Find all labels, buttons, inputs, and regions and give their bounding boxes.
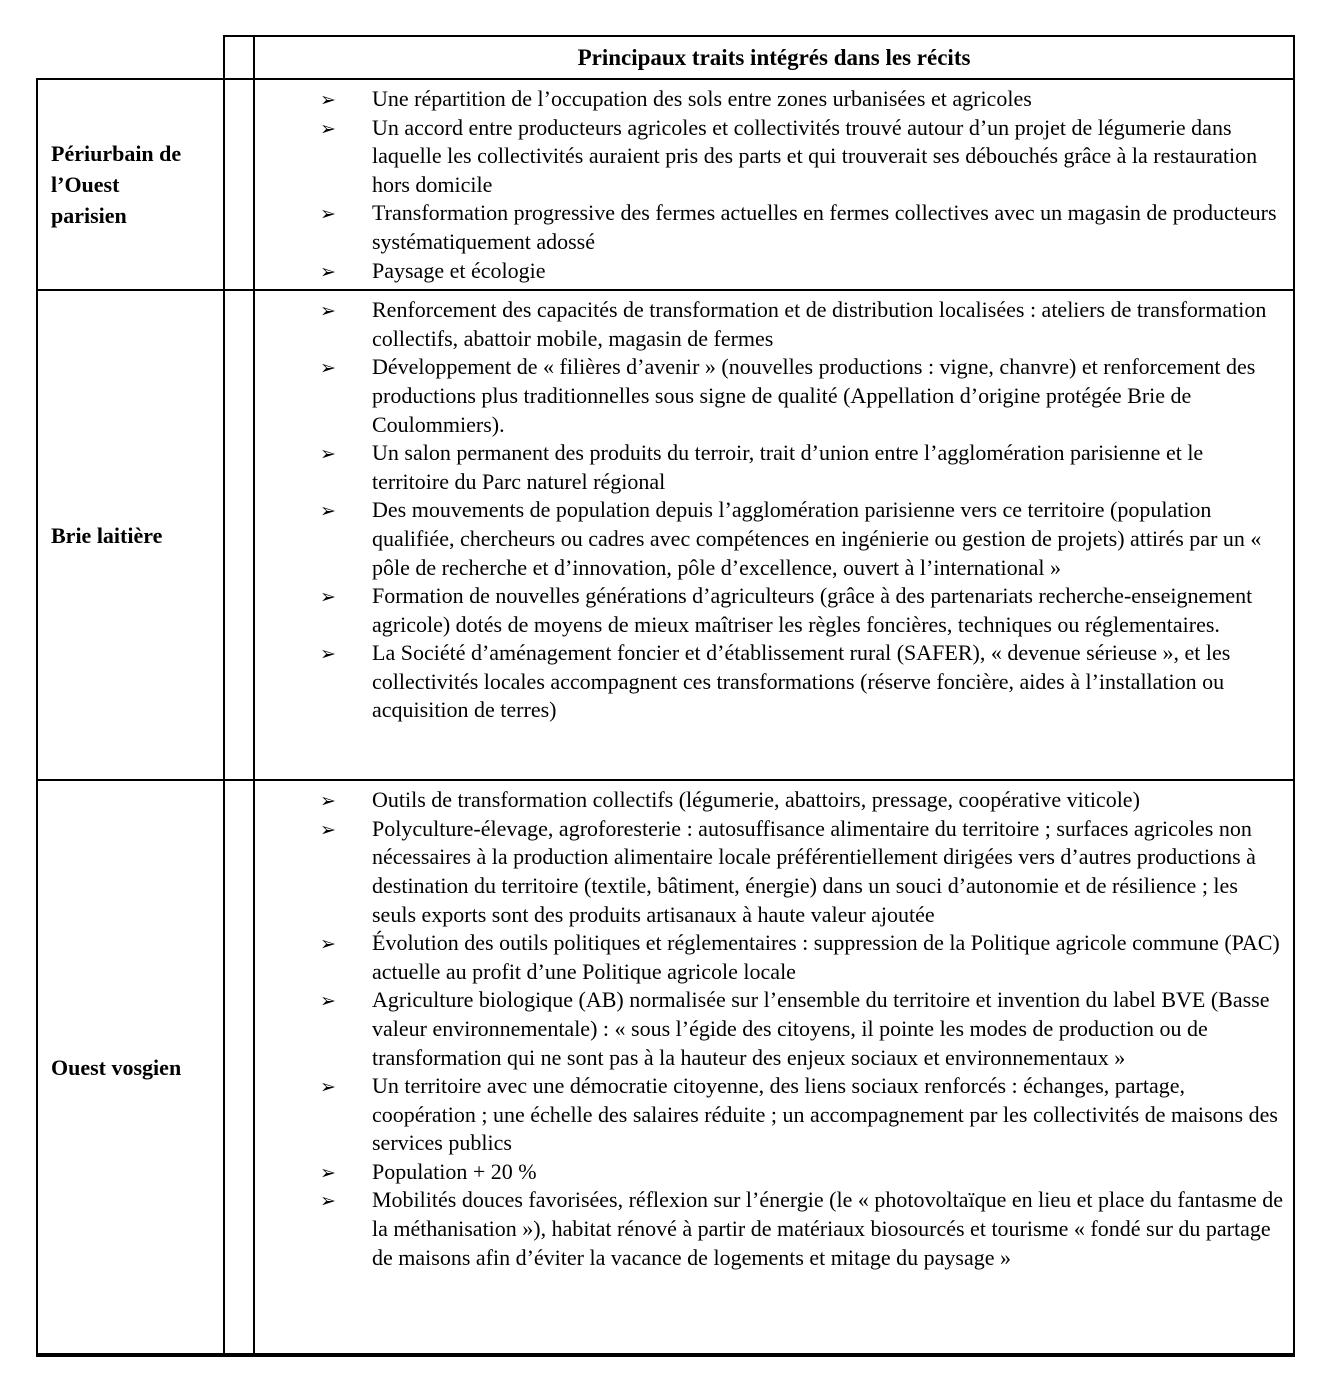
traits-list-periurbain: [255, 85, 1285, 285]
list-item: [320, 439, 1285, 496]
list-item-text: Une répartition de l’occupation des sols entre zones urbanisées et agricoles: [372, 86, 1032, 111]
arrow-bullet-icon: ➢: [320, 643, 336, 666]
table-row-brie: [37, 290, 1294, 780]
list-item-text: Des mouvements de population depuis l’agglomération parisienne vers ce territoire (population qualifiée, chercheurs ou cadres avec compétences en ingénierie ou gestion de projets) attirés par un « pôle de recherche et d’innovation, pôle d’excellence, ouvert à l’international »: [372, 497, 1262, 580]
arrow-bullet-icon: ➢: [320, 818, 336, 841]
list-item: [320, 639, 1285, 725]
list-item: [320, 296, 1285, 353]
arrow-bullet-icon: ➢: [320, 500, 336, 523]
list-item-text: Un salon permanent des produits du terroir, trait d’union entre l’agglomération parisienne et le territoire du Parc naturel régional: [372, 440, 1204, 494]
row-label-vosgien: Ouest vosgien: [37, 780, 224, 1355]
corner-spacer: [37, 36, 224, 79]
table-row-periurbain: [37, 79, 1294, 290]
table-header: Principaux traits intégrés dans les récits: [254, 36, 1294, 79]
list-item: [320, 986, 1285, 1072]
scenarios-traits-table: [36, 35, 1295, 1357]
arrow-bullet-icon: ➢: [320, 990, 336, 1013]
arrow-bullet-icon: ➢: [320, 300, 336, 323]
list-item: [320, 353, 1285, 439]
list-item: [320, 1186, 1285, 1272]
list-item-text: Outils de transformation collectifs (légumerie, abattoirs, pressage, coopérative viticole): [372, 787, 1140, 813]
arrow-bullet-icon: ➢: [320, 89, 336, 111]
arrow-bullet-icon: ➢: [320, 586, 336, 609]
list-item: [320, 582, 1285, 639]
arrow-bullet-icon: ➢: [320, 933, 336, 956]
arrow-bullet-icon: ➢: [320, 1161, 336, 1184]
list-item-text: Un territoire avec une démocratie citoyenne, des liens sociaux renforcés : échanges, partage, coopération ; une échelle des salaires réduite ; un accompagnement par les collectivités de maisons des services publics: [372, 1073, 1278, 1156]
table-header-row: [37, 36, 1294, 79]
list-item-text: Polyculture-élevage, agroforesterie : autosuffisance alimentaire du territoire ; surfaces agricoles non nécessaires à la production alimentaire locale préférentiellement dirigées vers d’autres productions à destination du territoire (textile, bâtiment, énergie) dans un souci d’autonomie et de résilience ; les seuls exports sont des produits artisanaux à haute valeur ajoutée: [372, 815, 1256, 927]
traits-list-brie: [255, 296, 1285, 725]
list-item-text: Agriculture biologique (AB) normalisée sur l’ensemble du territoire et invention du label BVE (Basse valeur environnementale) : « sous l’égide des citoyens, il pointe les modes de production ou de transformation qui ne sont pas à la hauteur des enjeux sociaux et environnementaux »: [372, 987, 1270, 1070]
list-item-text: Renforcement des capacités de transformation et de distribution localisées : ateliers de transformation collectifs, abattoir mobile, magasin de fermes: [372, 297, 1267, 351]
arrow-bullet-icon: ➢: [320, 790, 336, 813]
list-item: [320, 1158, 1285, 1187]
spacer-column-cell: [224, 36, 254, 79]
arrow-bullet-icon: ➢: [320, 443, 336, 466]
list-item-text: Paysage et écologie: [372, 257, 546, 283]
list-item: [320, 496, 1285, 582]
list-item: [320, 786, 1285, 815]
list-item-text: La Société d’aménagement foncier et d’établissement rural (SAFER), « devenue sérieuse », et les collectivités locales accompagnent ces transformations (réserve foncière, aides à l’installation ou acquisition de terres): [372, 640, 1231, 723]
list-item-text: Population + 20 %: [372, 1158, 537, 1184]
row-content-vosgien: [254, 780, 1294, 1355]
spacer-column-cell: [224, 79, 254, 290]
list-item: [320, 929, 1285, 986]
arrow-bullet-icon: ➢: [320, 260, 336, 283]
list-item: [320, 85, 1285, 114]
list-item-text: Formation de nouvelles générations d’agriculteurs (grâce à des partenariats recherche-enseignement agricole) dotés de moyens de mieux maîtriser les règles foncières, techniques ou réglementaires.: [372, 583, 1253, 637]
list-item-text: Transformation progressive des fermes actuelles en fermes collectives avec un magasin de producteurs systématiquement adossé: [372, 200, 1277, 254]
table-row-vosgien: [37, 780, 1294, 1355]
spacer-column-cell: [224, 780, 254, 1355]
list-item: [320, 257, 1285, 286]
arrow-bullet-icon: ➢: [320, 117, 336, 140]
spacer-column-cell: [224, 290, 254, 780]
arrow-bullet-icon: ➢: [320, 1076, 336, 1099]
list-item: [320, 1072, 1285, 1158]
list-item: [320, 114, 1285, 200]
row-content-periurbain: [254, 79, 1294, 290]
arrow-bullet-icon: ➢: [320, 1190, 336, 1213]
row-content-brie: [254, 290, 1294, 780]
list-item-text: Évolution des outils politiques et réglementaires : suppression de la Politique agricole commune (PAC) actuelle au profit d’une Politique agricole locale: [372, 930, 1280, 984]
list-item-text: Mobilités douces favorisées, réflexion sur l’énergie (le « photovoltaïque en lieu et place du fantasme de la méthanisation »), habitat rénové à partir de matériaux biosourcés et tourisme « fondé sur du partage de maisons afin d’éviter la vacance de logements et mitage du paysage »: [372, 1187, 1284, 1270]
arrow-bullet-icon: ➢: [320, 203, 336, 226]
row-label-periurbain: Périurbain de l’Ouest parisien: [37, 79, 224, 290]
list-item: [320, 815, 1285, 929]
list-item-text: Un accord entre producteurs agricoles et collectivités trouvé autour d’un projet de légumerie dans laquelle les collectivités auraient pris des parts et qui trouverait ses débouchés grâce à la restauration hors domicile: [372, 114, 1258, 197]
row-label-brie: Brie laitière: [37, 290, 224, 780]
list-item-text: Développement de « filières d’avenir » (nouvelles productions : vigne, chanvre) et renforcement des productions plus traditionnelles sous signe de qualité (Appellation d’origine protégée Brie de Coulommiers).: [372, 354, 1256, 437]
traits-list-vosgien: [255, 786, 1285, 1272]
arrow-bullet-icon: ➢: [320, 357, 336, 380]
list-item: [320, 199, 1285, 256]
